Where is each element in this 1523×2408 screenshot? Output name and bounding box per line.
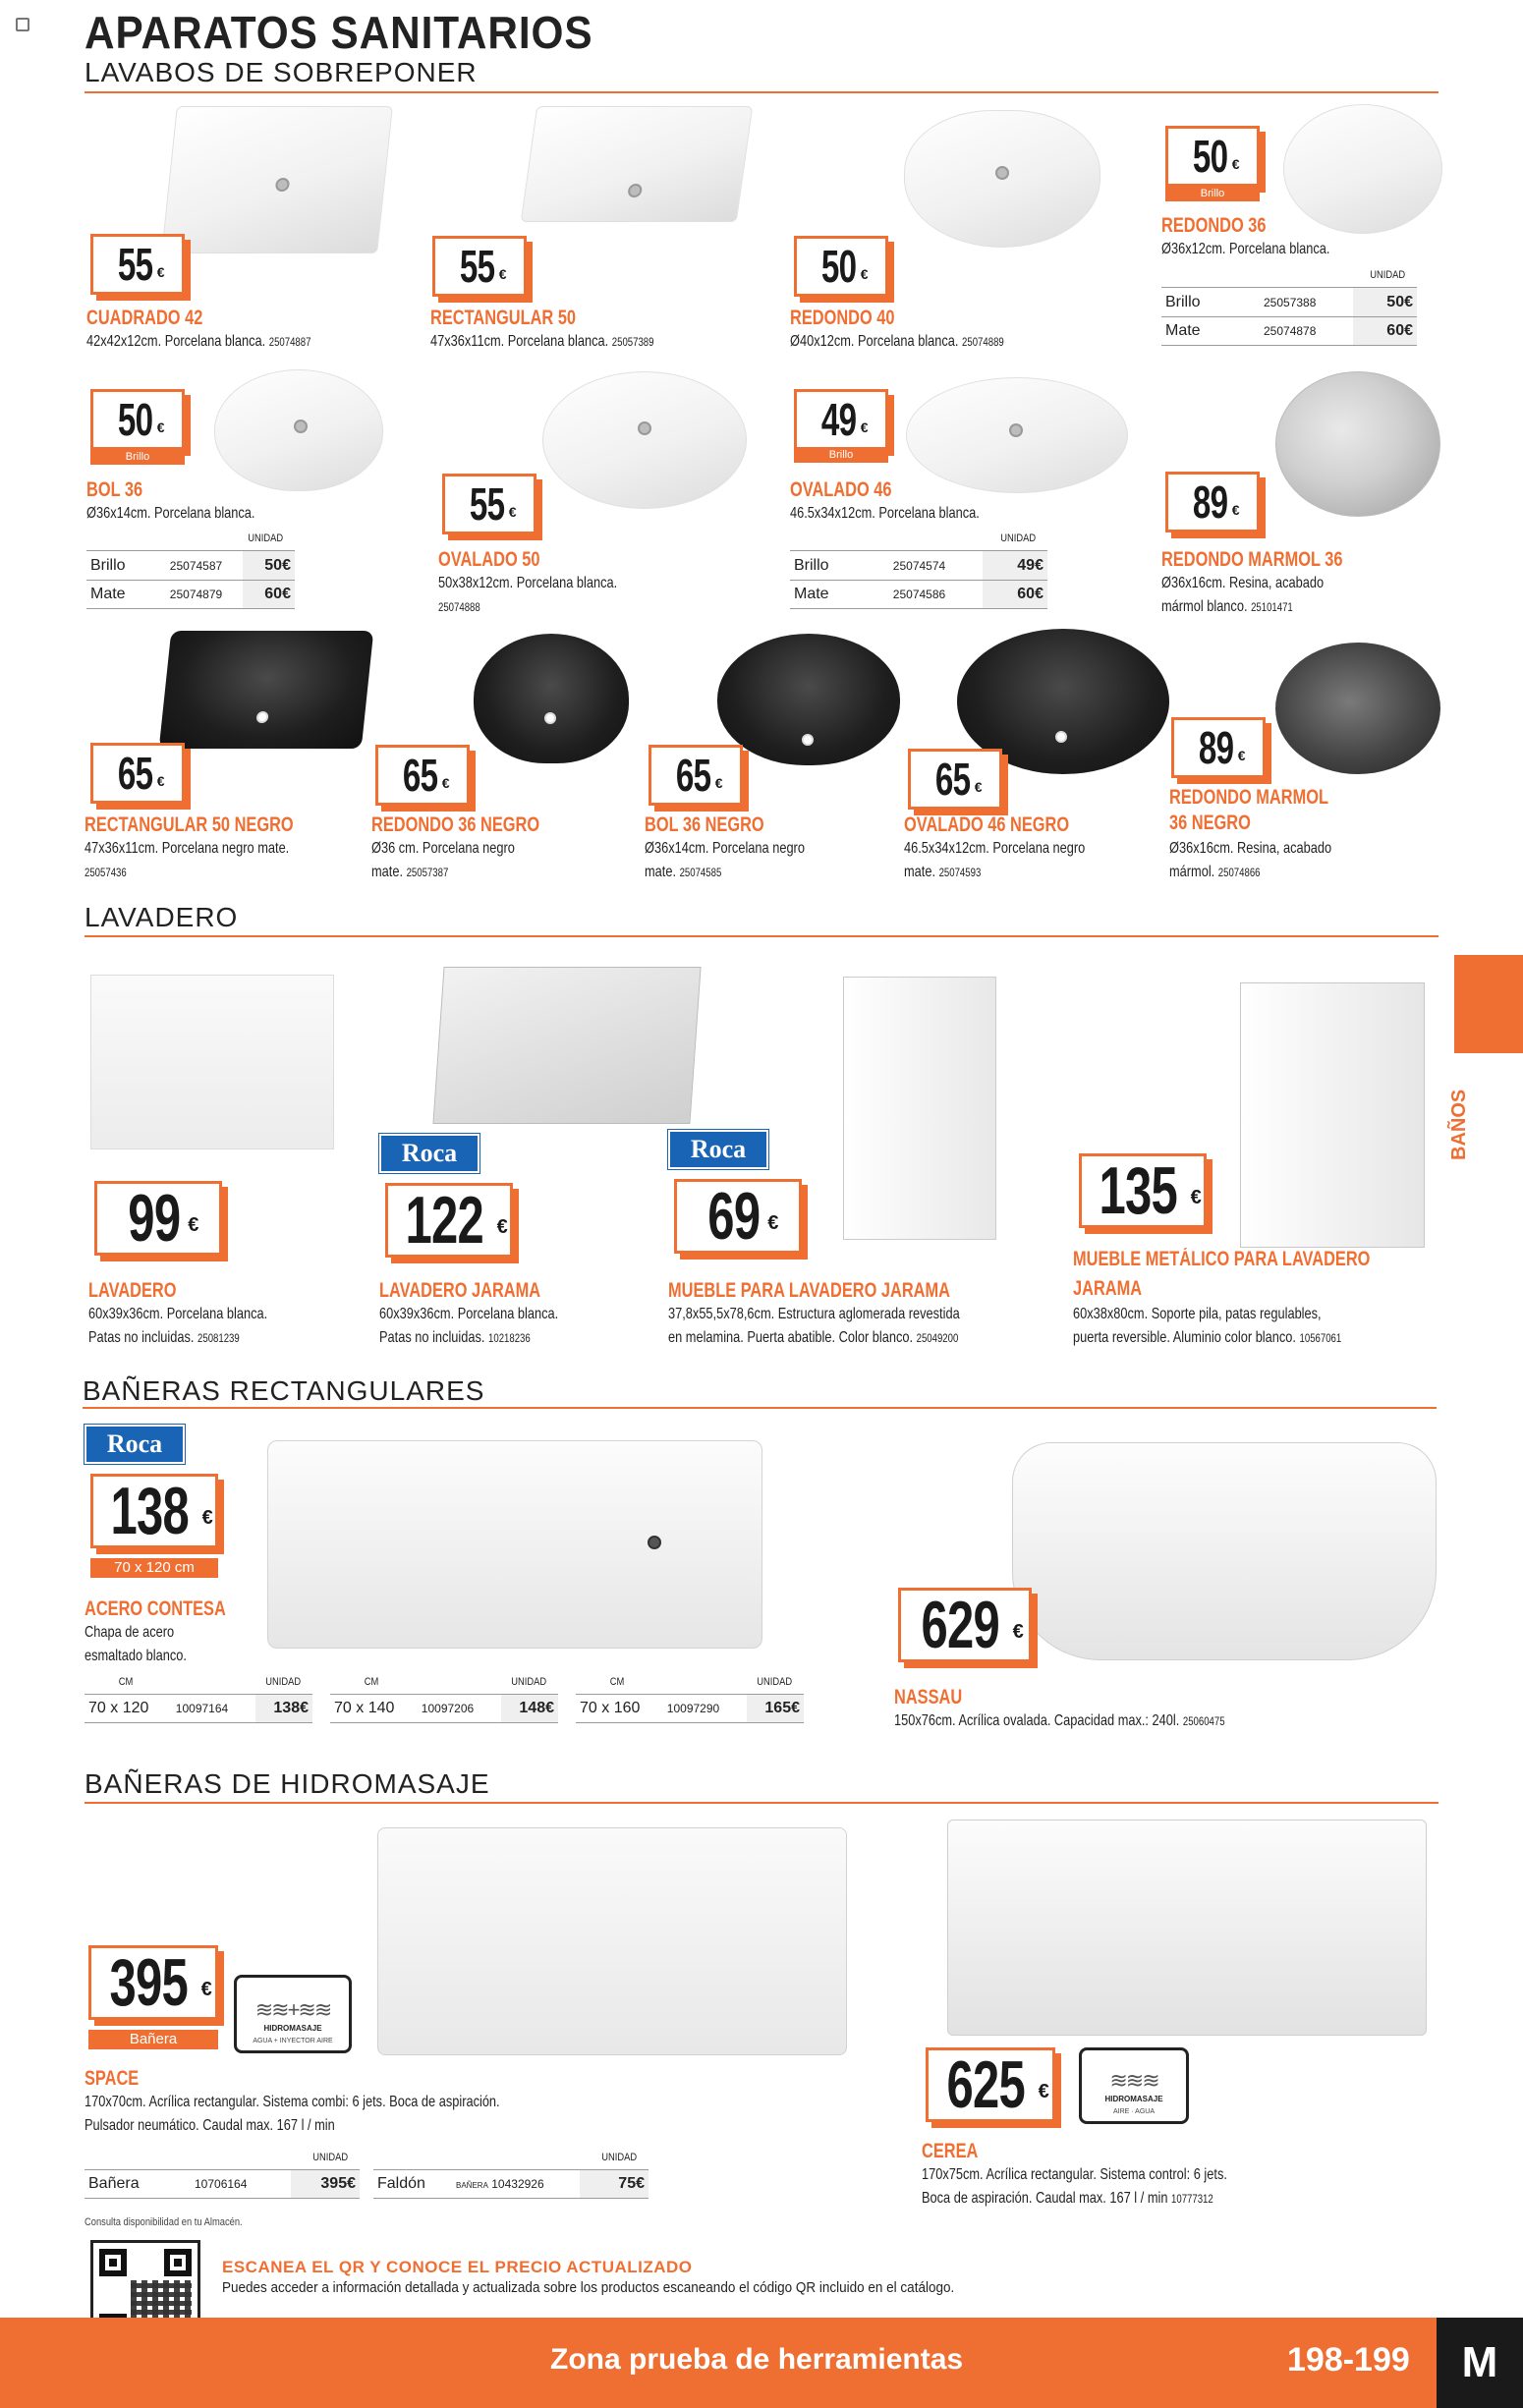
table-header: CM UNIDAD: [609, 1676, 793, 1688]
page-title: APARATOS SANITARIOS: [85, 7, 593, 58]
redondo36-desc: Ø36x12cm. Porcelana blanca.: [1161, 241, 1330, 257]
side-tab: [1454, 955, 1523, 1053]
lavaderojarama-name: LAVADERO JARAMA: [379, 1279, 541, 1302]
acerocontesa-size-tag: 70 x 120 cm: [90, 1558, 218, 1578]
brand-logo: [1437, 2318, 1523, 2408]
table-row: Mate 25074879 60€: [86, 580, 295, 609]
nassau-desc: 150x76cm. Acrílica ovalada. Capacidad max.: 240l. 25060475: [894, 1712, 1225, 1729]
redondo40-image: [904, 110, 1100, 248]
section-divider: [85, 935, 1438, 937]
bol36negro-desc: Ø36x14cm. Porcelana negro mate. 25074585: [645, 840, 805, 880]
mueblemetalico-name-line2: JARAMA: [1073, 1277, 1143, 1300]
table-row: Bañera 10706164 395€: [85, 2169, 360, 2199]
table-header-unidad: UNIDAD: [601, 2152, 638, 2163]
cuadrado42-desc: 42x42x12cm. Porcelana blanca. 25074887: [86, 333, 311, 350]
redondomarmol36negro-price: 89 €: [1171, 717, 1266, 778]
rectangular50negro-desc: 47x36x11cm. Porcelana negro mate. 25057436: [85, 840, 290, 879]
rectangular50-name: RECTANGULAR 50: [430, 307, 577, 329]
ovalado46-desc: 46.5x34x12cm. Porcelana blanca.: [790, 505, 980, 522]
bol36negro-price: 65 €: [649, 745, 743, 806]
rectangular50-price: 55 €: [432, 236, 527, 297]
table-row: Mate 25074878 60€: [1161, 316, 1417, 346]
table-row: Mate 25074586 60€: [790, 580, 1047, 609]
mueblemetalico-desc: 60x38x80cm. Soporte pila, patas regulables, puerta reversible. Aluminio color blanco. 10567061: [1073, 1306, 1342, 1346]
table-row: Brillo 25074587 50€: [86, 550, 295, 580]
acerocontesa-price: 138 €: [90, 1474, 218, 1548]
lavaderojarama-desc: 60x39x36cm. Porcelana blanca. Patas no incluidas. 10218236: [379, 1306, 559, 1346]
redondo40-name: REDONDO 40: [790, 307, 895, 329]
side-label-banos: BAÑOS: [1448, 1089, 1470, 1161]
section-title-lavabos: LAVABOS DE SOBREPONER: [85, 57, 478, 87]
qr-description: Puedes acceder a información detallada y actualizada sobre los productos escaneando el código QR incluido en el catálogo.: [222, 2279, 955, 2296]
bol36negro-image: [717, 634, 900, 765]
cerea-desc: 170x75cm. Acrílica rectangular. Sistema control: 6 jets. Boca de aspiración. Caudal max. 167 l / min 10777312: [922, 2166, 1227, 2207]
rectangular50negro-name: RECTANGULAR 50 NEGRO: [85, 813, 294, 836]
redondo36-name: REDONDO 36: [1161, 214, 1267, 237]
mueblemetalico-image: [1240, 982, 1425, 1248]
cerea-hydromassage-badge: ≋≋≋ HIDROMASAJE AIRE · AGUA: [1079, 2047, 1189, 2124]
mueblemetalico-name-line1: MUEBLE METÁLICO PARA LAVADERO: [1073, 1248, 1371, 1270]
redondomarmol36-image: [1275, 371, 1440, 517]
acerocontesa-table-1: [85, 1676, 312, 1723]
ovalado46-price: 49 €: [794, 389, 888, 450]
rectangular50-image: [521, 106, 754, 222]
section-divider: [85, 91, 1438, 93]
rectangular50-desc: 47x36x11cm. Porcelana blanca. 25057389: [430, 333, 654, 350]
section-title-banyeras: BAÑERAS RECTANGULARES: [83, 1375, 485, 1406]
water-jet-icon: ≋≋+≋≋: [254, 1997, 331, 2023]
ovalado46-brillo-tag: Brillo: [794, 448, 888, 463]
table-header: CM UNIDAD: [118, 1676, 302, 1688]
ovalado46negro-name: OVALADO 46 NEGRO: [904, 813, 1070, 836]
ovalado46-variant-table: [790, 532, 1047, 609]
cuadrado42-name: CUADRADO 42: [86, 307, 203, 329]
table-row: Faldón BAÑERA 10432926 75€: [373, 2169, 649, 2199]
section-divider: [83, 1407, 1437, 1409]
acerocontesa-image: [267, 1440, 762, 1649]
ovalado46-image: [906, 377, 1128, 493]
acerocontesa-name: ACERO CONTESA: [85, 1597, 226, 1620]
redondo36negro-name: REDONDO 36 NEGRO: [371, 813, 540, 836]
lavaderojarama-price: 122 €: [385, 1183, 513, 1258]
page-numbers: 198-199: [1287, 2341, 1410, 2379]
section-title-lavadero: LAVADERO: [85, 902, 239, 932]
table-row: Brillo 25074574 49€: [790, 550, 1047, 580]
table-header-unidad: UNIDAD: [248, 532, 284, 544]
space-name: SPACE: [85, 2067, 140, 2090]
ovalado50-desc: 50x38x12cm. Porcelana blanca. 25074888: [438, 575, 618, 614]
redondo36negro-desc: Ø36 cm. Porcelana negro mate. 25057387: [371, 840, 515, 880]
ovalado46negro-price: 65 €: [908, 749, 1002, 810]
redondo36-variant-table: [1161, 269, 1417, 346]
lavadero-desc: 60x39x36cm. Porcelana blanca. Patas no incluidas. 25081239: [88, 1306, 268, 1346]
table-row: Brillo 25057388 50€: [1161, 287, 1417, 316]
bol36-image: [214, 369, 383, 491]
table-header-unidad: UNIDAD: [312, 2152, 349, 2163]
redondomarmol36negro-image: [1275, 643, 1440, 774]
lavadero-image: [90, 975, 334, 1149]
redondomarmol36-price: 89 €: [1165, 472, 1260, 532]
ovalado50-price: 55 €: [442, 474, 536, 534]
ovalado46-name: OVALADO 46: [790, 478, 892, 501]
redondo36-brillo-tag: Brillo: [1165, 187, 1260, 201]
rectangular50negro-price: 65 €: [90, 743, 185, 804]
redondomarmol36-name: REDONDO MARMOL 36: [1161, 548, 1343, 571]
water-waves-icon: ≋≋≋: [1109, 2068, 1158, 2094]
acerocontesa-desc: Chapa de acero esmaltado blanco.: [85, 1624, 187, 1664]
redondomarmol36negro-name-line2: 36 NEGRO: [1169, 812, 1251, 834]
section-title-hidromasaje: BAÑERAS DE HIDROMASAJE: [85, 1768, 490, 1799]
acerocontesa-table-3: [576, 1676, 804, 1723]
table-header-unidad: UNIDAD: [1000, 532, 1037, 544]
bol36-price: 50 €: [90, 389, 185, 450]
ovalado46negro-desc: 46.5x34x12cm. Porcelana negro mate. 25074593: [904, 840, 1086, 880]
redondo36-price: 50 €: [1165, 126, 1260, 187]
space-price: 395 €: [88, 1945, 218, 2020]
redondo36-image: [1283, 104, 1442, 234]
space-table-1: [85, 2152, 360, 2199]
footer-text: Zona prueba de herramientas: [550, 2343, 964, 2376]
page-corner-icon: [16, 18, 29, 31]
bol36-name: BOL 36: [86, 478, 143, 501]
redondo40-desc: Ø40x12cm. Porcelana blanca. 25074889: [790, 333, 1004, 350]
lavadero-name: LAVADERO: [88, 1279, 177, 1302]
mueblemetalico-price: 135 €: [1079, 1153, 1207, 1228]
redondo36negro-image: [474, 634, 629, 763]
space-hydromassage-badge: ≋≋+≋≋ HIDROMASAJE AGUA + INYECTOR AIRE: [234, 1975, 352, 2053]
redondo40-price: 50 €: [794, 236, 888, 297]
redondomarmol36-desc: Ø36x16cm. Resina, acabado mármol blanco. 25101471: [1161, 575, 1325, 615]
ovalado50-name: OVALADO 50: [438, 548, 540, 571]
ovalado50-image: [542, 371, 747, 509]
table-row: 70 x 160 10097290 165€: [576, 1694, 804, 1723]
redondomarmol36negro-desc: Ø36x16cm. Resina, acabado mármol. 25074866: [1169, 840, 1332, 880]
table-header: CM UNIDAD: [364, 1676, 547, 1688]
mueblelavadero-price: 69 €: [674, 1179, 802, 1254]
bol36-desc: Ø36x14cm. Porcelana blanca.: [86, 505, 255, 522]
redondo36negro-price: 65 €: [375, 745, 470, 806]
cerea-name: CEREA: [922, 2140, 979, 2162]
redondomarmol36negro-name-line1: REDONDO MARMOL: [1169, 786, 1328, 809]
mueblelavadero-image: [843, 977, 996, 1240]
qr-title: ESCANEA EL QR Y CONOCE EL PRECIO ACTUALIZADO: [222, 2258, 693, 2276]
cerea-price: 625 €: [926, 2047, 1055, 2122]
space-image: [377, 1827, 847, 2055]
rectangular50negro-image: [159, 631, 374, 749]
table-header-unidad: UNIDAD: [1370, 269, 1406, 281]
bol36-variant-table: [86, 532, 295, 609]
table-row: 70 x 140 10097206 148€: [330, 1694, 558, 1723]
cuadrado42-image: [161, 106, 393, 253]
mueblelavadero-name: MUEBLE PARA LAVADERO JARAMA: [668, 1279, 950, 1302]
footnote: Consulta disponibilidad en tu Almacén.: [85, 2216, 243, 2228]
nassau-image: [1012, 1442, 1437, 1660]
nassau-name: NASSAU: [894, 1686, 963, 1708]
space-table-2: [373, 2152, 649, 2199]
space-desc: 170x70cm. Acrílica rectangular. Sistema combi: 6 jets. Boca de aspiración. Pulsador neumático. Caudal max. 167 l / min: [85, 2094, 500, 2134]
space-banera-tag: Bañera: [88, 2030, 218, 2049]
acerocontesa-table-2: [330, 1676, 558, 1723]
brand-logo-icon: M: [1461, 2338, 1498, 2386]
cerea-image: [947, 1820, 1427, 2036]
nassau-price: 629 €: [898, 1588, 1032, 1662]
roca-logo: Roca: [85, 1425, 185, 1464]
bol36negro-name: BOL 36 NEGRO: [645, 813, 764, 836]
roca-logo: Roca: [668, 1130, 768, 1169]
lavaderojarama-image: [432, 967, 701, 1124]
cuadrado42-price: 55 €: [90, 234, 185, 295]
bol36-brillo-tag: Brillo: [90, 450, 185, 465]
lavadero-price: 99 €: [94, 1181, 222, 1256]
section-divider: [85, 1802, 1438, 1804]
table-row: 70 x 120 10097164 138€: [85, 1694, 312, 1723]
mueblelavadero-desc: 37,8x55,5x78,6cm. Estructura aglomerada revestida en melamina. Puerta abatible. Color blanco. 25049200: [668, 1306, 960, 1346]
roca-logo: Roca: [379, 1134, 479, 1173]
